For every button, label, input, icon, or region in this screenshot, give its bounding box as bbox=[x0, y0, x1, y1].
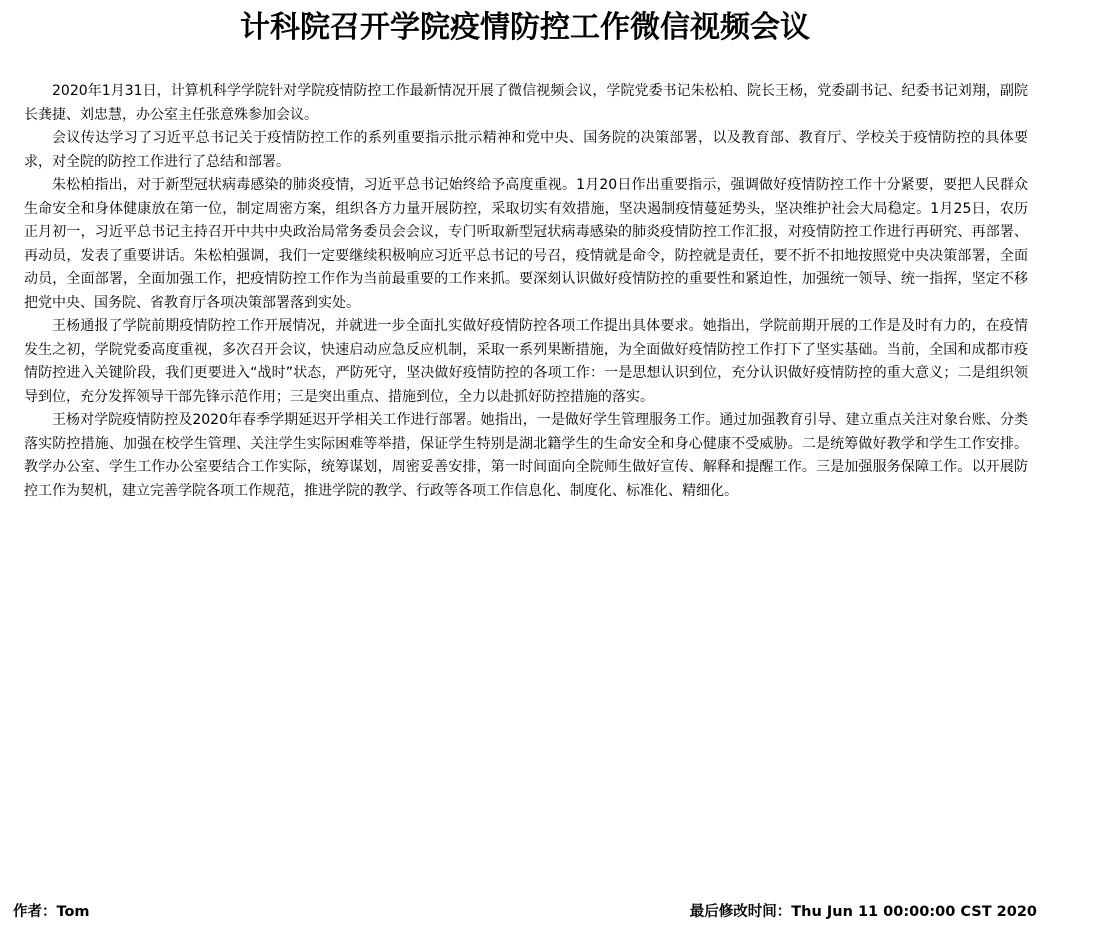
article-paragraph: 王杨对学院疫情防控及2020年春季学期延迟开学相关工作进行部署。她指出，一是做好学生管理服务工作。通过加强教育引导、建立重点关注对象台账、分类落实防控措施、加强在校学生管理、关注学生实际困难等举措，保证学生特别是湖北籍学生的生命安全和身心健康不受威胁。二是统筹做好教学和学生工作安排。教学办公室、学生工作办公室要结合工作实际，统筹谋划，周密妥善安排，第一时间面向全院师生做好宣传、解释和提醒工作。三是加强服务保障工作。以开展防控工作为契机，建立完善学院各项工作规范，推进学院的教学、行政等各项工作信息化、制度化、标准化、精细化。 bbox=[24, 412, 1028, 499]
article-paragraph: 会议传达学习了习近平总书记关于疫情防控工作的系列重要指示批示精神和党中央、国务院的决策部署，以及教育部、教育厅、学校关于疫情防控的具体要求，对全院的防控工作进行了总结和部署。 bbox=[24, 130, 1028, 170]
last-modified-label: 最后修改时间：Thu Jun 11 00:00:00 CST 2020 bbox=[689, 904, 1037, 920]
article-paragraph: 朱松柏指出，对于新型冠状病毒感染的肺炎疫情，习近平总书记始终给予高度重视。1月20日作出重要指示，强调做好疫情防控工作十分紧要，要把人民群众生命安全和身体健康放在第一位，制定周密方案，组织各方力量开展防控，采取切实有效措施，坚决遏制疫情蔓延势头，坚决维护社会大局稳定。1月25日，农历正月初一，习近平总书记主持召开中共中央政治局常务委员会会议，专门听取新型冠状病毒感染的肺炎疫情防控工作汇报，对疫情防控工作进行再研究、再部署、再动员，发表了重要讲话。朱松柏强调，我们一定要继续积极响应习近平总书记的号召，疫情就是命令，防控就是责任，要不折不扣地按照党中央决策部署，全面动员，全面部署，全面加强工作，把疫情防控工作作为当前最重要的工作来抓。要深刻认识做好疫情防控的重要性和紧迫性，加强统一领导、统一指挥，坚定不移把党中央、国务院、省教育厅各项决策部署落到实处。 bbox=[24, 177, 1028, 311]
article-paragraph: 2020年1月31日，计算机科学学院针对学院疫情防控工作最新情况开展了微信视频会议，学院党委书记朱松柏、院长王杨，党委副书记、纪委书记刘翔，副院长龚捷、刘忠慧，办公室主任张意殊参加会议。 bbox=[24, 83, 1028, 123]
article-body bbox=[24, 80, 1028, 503]
page-title: 计科院召开学院疫情防控工作微信视频会议 bbox=[240, 10, 810, 45]
author-label: 作者：Tom bbox=[13, 904, 90, 920]
article-paragraph: 王杨通报了学院前期疫情防控工作开展情况，并就进一步全面扎实做好疫情防控各项工作提出具体要求。她指出，学院前期开展的工作是及时有力的，在疫情发生之初，学院党委高度重视，多次召开会议，快速启动应急反应机制，采取一系列果断措施，为全面做好疫情防控工作打下了坚实基础。当前，全国和成都市疫情防控进入关键阶段，我们更要进入“战时”状态，严防死守，坚决做好疫情防控的各项工作：一是思想认识到位，充分认识做好疫情防控的重大意义；二是组织领导到位，充分发挥领导干部先锋示范作用；三是突出重点、措施到位，全力以赴抓好防控措施的落实。 bbox=[24, 318, 1028, 405]
page-footer bbox=[0, 900, 1114, 924]
